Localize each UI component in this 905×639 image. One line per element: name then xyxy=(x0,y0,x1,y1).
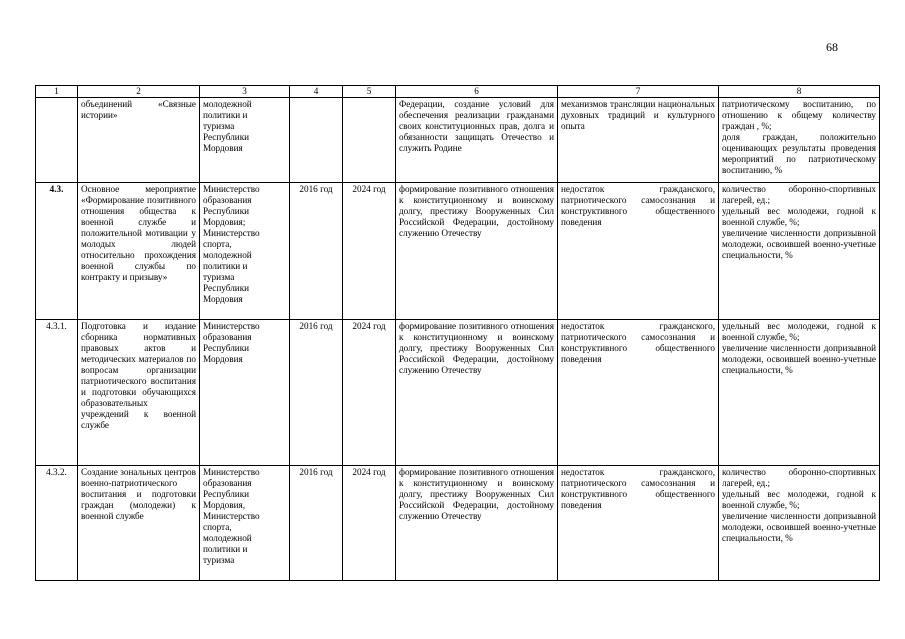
executor-line: туризма xyxy=(203,121,235,131)
row-number-cell xyxy=(36,466,78,581)
header-cell: 6 xyxy=(396,86,558,98)
indicator-line: доля граждан, положительно оценивающих результаты проведения мероприятий по патриотическому воспитанию, % xyxy=(722,132,876,175)
end-year-cell: 2024 год xyxy=(343,183,396,320)
start-year-cell xyxy=(290,98,343,183)
executor-line: Республики xyxy=(203,343,250,353)
executor-line: спорта, xyxy=(203,522,232,532)
indicator-line: увеличение численности допризывной молодежи, освоившей военно-учетные специальности, % xyxy=(722,228,876,260)
table-row xyxy=(36,98,880,183)
executor-line: Республики xyxy=(203,132,250,142)
page-number: 68 xyxy=(826,40,838,54)
activity-name-cell: Подготовка и издание сборника нормативных правовых актов и методических материалов по вопросам организации патриотического воспитания и подготовки обучающихся образовательных учреждений к военной службе xyxy=(78,320,200,466)
header-row xyxy=(36,86,880,98)
row-number: 4.3.1. xyxy=(46,321,67,331)
table-body xyxy=(36,98,880,581)
executor-line: Министерство xyxy=(203,511,260,521)
row-number: 4.3. xyxy=(49,184,64,194)
header-cell: 7 xyxy=(558,86,719,98)
indicator-line: удельный вес молодежи, годной к военной службе, %; xyxy=(722,489,876,510)
executor-line: Министерство xyxy=(203,467,260,477)
end-year-cell: 2024 год xyxy=(343,466,396,581)
indicator-line: увеличение численности допризывной молодежи, освоившей военно-учетные специальности, % xyxy=(722,343,876,375)
indicators-cell xyxy=(719,98,880,183)
end-year-cell: 2024 год xyxy=(343,320,396,466)
executor-line: туризма xyxy=(203,272,235,282)
executor-cell xyxy=(200,320,290,466)
risks-cell: механизмов трансляции национальных духовных традиций и культурного опыта xyxy=(558,98,719,183)
executor-line: политики и xyxy=(203,110,248,120)
expected-result-cell: Федерации, создание условий для обеспечения реализации гражданами своих конституционных прав, долга и обязанности защищать Отечество и служить Родине xyxy=(396,98,558,183)
expected-result-cell: формирование позитивного отношения к конституционному и воинскому долгу, престижу Вооруженных Сил Российской Федерации, достойному служению Отечеству xyxy=(396,183,558,320)
executor-line: туризма xyxy=(203,555,235,565)
start-year-cell: 2016 год xyxy=(290,183,343,320)
indicator-line: увеличение численности допризывной молодежи, освоившей военно-учетные специальности, % xyxy=(722,511,876,543)
end-year-cell xyxy=(343,98,396,183)
executor-line: Мордовия xyxy=(203,294,243,304)
executor-line: образования xyxy=(203,195,252,205)
executor-line: Республики xyxy=(203,489,250,499)
risks-cell: недостаток гражданского, патриотического самосознания и конструктивного общественного поведения xyxy=(558,320,719,466)
start-year-cell: 2016 год xyxy=(290,466,343,581)
executor-line: молодежной xyxy=(203,250,252,260)
indicators-cell xyxy=(719,466,880,581)
indicator-line: патриотическому воспитанию, по отношению к общему количеству граждан , %; xyxy=(722,99,876,131)
indicator-line: удельный вес молодежи, годной к военной службе, %; xyxy=(722,206,876,227)
row-number-cell xyxy=(36,98,78,183)
program-table xyxy=(35,85,880,581)
header-cell: 1 xyxy=(36,86,78,98)
expected-result-cell: формирование позитивного отношения к конституционному и воинскому долгу, престижу Вооруженных Сил Российской Федерации, достойному служению Отечеству xyxy=(396,320,558,466)
executor-line: образования xyxy=(203,478,252,488)
risks-cell: недостаток гражданского, патриотического самосознания и конструктивного общественного поведения xyxy=(558,183,719,320)
table-row xyxy=(36,183,880,320)
header-cell: 3 xyxy=(200,86,290,98)
executor-line: Мордовия, xyxy=(203,500,246,510)
table-row xyxy=(36,466,880,581)
table-row xyxy=(36,320,880,466)
header-cell: 2 xyxy=(78,86,200,98)
activity-name-cell: объединений «Связные истории» xyxy=(78,98,200,183)
executor-cell xyxy=(200,183,290,320)
executor-line: политики и xyxy=(203,544,248,554)
executor-line: Министерство xyxy=(203,184,260,194)
executor-line: Республики xyxy=(203,206,250,216)
risks-cell: недостаток гражданского, патриотического самосознания и конструктивного общественного поведения xyxy=(558,466,719,581)
indicators-cell xyxy=(719,320,880,466)
executor-line: образования xyxy=(203,332,252,342)
executor-line: Министерство xyxy=(203,228,260,238)
executor-line: спорта, xyxy=(203,239,232,249)
indicator-line: количество оборонно-спортивных лагерей, ед.; xyxy=(722,467,876,488)
header-cell: 5 xyxy=(343,86,396,98)
executor-line: Мордовия; xyxy=(203,217,246,227)
executor-cell xyxy=(200,466,290,581)
expected-result-cell: формирование позитивного отношения к конституционному и воинскому долгу, престижу Вооруженных Сил Российской Федерации, достойному служению Отечеству xyxy=(396,466,558,581)
row-number-cell xyxy=(36,183,78,320)
header-cell: 4 xyxy=(290,86,343,98)
activity-name-cell: Создание зональных центров военно-патриотического воспитания и подготовки граждан (молодежи) к военной службе xyxy=(78,466,200,581)
executor-line: молодежной xyxy=(203,533,252,543)
start-year-cell: 2016 год xyxy=(290,320,343,466)
executor-line: молодежной xyxy=(203,99,252,109)
executor-line: Мордовия xyxy=(203,354,243,364)
executor-cell xyxy=(200,98,290,183)
executor-line: политики и xyxy=(203,261,248,271)
header-cell: 8 xyxy=(719,86,880,98)
activity-name-cell: Основное мероприятие «Формирование позитивного отношения общества к военной службе и положительной мотивации у молодых людей относительно прохождения военной службы по контракту и призыву» xyxy=(78,183,200,320)
indicator-line: удельный вес молодежи, годной к военной службе, %; xyxy=(722,321,876,342)
executor-line: Мордовия xyxy=(203,143,243,153)
executor-line: Республики xyxy=(203,283,250,293)
indicator-line: количество оборонно-спортивных лагерей, ед.; xyxy=(722,184,876,205)
row-number-cell xyxy=(36,320,78,466)
row-number: 4.3.2. xyxy=(46,467,67,477)
indicators-cell xyxy=(719,183,880,320)
executor-line: Министерство xyxy=(203,321,260,331)
